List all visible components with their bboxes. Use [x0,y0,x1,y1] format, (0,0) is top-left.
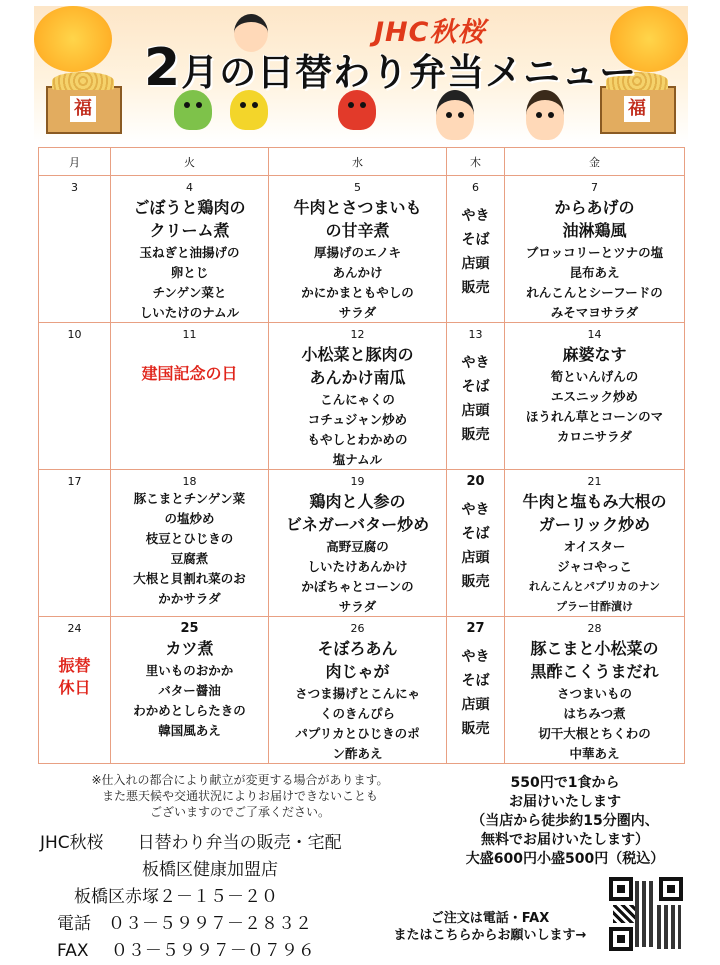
title-month: 2 [144,38,182,98]
side-dish: プラー甘酢漬け [556,600,633,613]
side-dish: こんにゃくの [320,392,395,407]
side-dish: 昆布あえ [569,265,620,280]
day-number: 3 [71,181,78,194]
side-dish: 筍といんげんの [550,369,639,384]
side-dish: 塩ナムル [332,452,383,467]
order-line: ご注文は電話・FAX [430,911,550,926]
note-line: また悪天候や交通状況によりお届けできないことも [101,789,378,803]
side-dish: パプリカとひじきのポ [295,726,420,741]
side-dish: 枝豆とひじきの [145,531,234,546]
side-dish: ほうれん草とコーンのマ [525,409,664,424]
side-dish: チンゲン菜と [152,285,227,300]
side-dish: あんかけ [332,265,383,280]
holiday-label: 振替 休日 [58,656,91,697]
side-dish: サラダ [338,305,377,320]
side-dish: 切干大根とちくわの [538,726,651,741]
title-text: 月の日替わり弁当メニュー [181,51,638,94]
yakisoba-note: やき そば 店頭 販売 [461,355,490,443]
day-cell-fri [505,470,685,617]
promo-line: お届けいたします [509,794,621,810]
weekday-header: 月 [39,148,111,176]
side-dish: はちみつ煮 [563,706,626,721]
day-number: 6 [472,181,479,194]
day-number: 18 [182,475,197,488]
shop-address: 板橋区赤塚２－１５－２０ [40,887,278,907]
yakisoba-note: やき そば 店頭 販売 [461,649,490,737]
side-dish: 中華あえ [569,746,620,761]
day-cell-thu [447,176,505,323]
yakisoba-note: やき そば 店頭 販売 [461,502,490,590]
day-cell-tue [111,176,269,323]
side-dish: 豚こまとチンゲン菜 [133,491,246,506]
sun-decoration [34,6,112,72]
box-label: 福 [624,96,650,122]
side-dish: 大根と貝割れ菜のお [133,571,246,586]
week-row [39,470,685,617]
day-number: 17 [67,475,82,488]
note-line: ※仕入れの都合により献立が変更する場合があります。 [91,773,389,787]
main-dish: 小松菜と豚肉の あんかけ南瓜 [301,345,414,387]
disclaimer-notes [40,772,440,820]
day-cell-fri [505,617,685,764]
side-dish: オイスター [563,539,626,554]
week-row [39,323,685,470]
promo-line: 大盛600円小盛500円（税込） [465,851,665,867]
day-cell-mon [39,323,111,470]
side-dish: エスニック炒め [550,389,638,404]
price-promo [430,774,700,869]
main-dish: 鶏肉と人参の ビネガーバター炒め [285,492,430,534]
day-cell-fri [505,323,685,470]
main-dish: ごぼうと鶏肉の クリーム煮 [133,198,246,240]
note-line: ございますのでご了承ください。 [149,805,330,819]
day-cell-fri [505,176,685,323]
main-dish: からあげの 油淋鶏風 [554,198,635,240]
day-cell-wed [269,470,447,617]
week-row [39,617,685,764]
weekday-header-row [39,148,685,176]
page-title [144,38,637,98]
day-number: 19 [350,475,365,488]
day-number: 28 [587,622,602,635]
shop-phone[interactable]: 電話 ０３－５９９７－２８３２ [40,914,312,934]
day-number: 26 [350,622,365,635]
bean-box-illustration [46,86,122,134]
main-dish: 牛肉とさつまいも の甘辛煮 [293,198,422,240]
side-dish: しいたけあんかけ [307,559,408,574]
promo-line: 無料でお届けいたします） [481,832,649,848]
day-cell-mon [39,176,111,323]
brand-name: JHC秋桜 [374,17,486,48]
main-dish: 麻婆なす [562,345,627,364]
side-dish: 韓国風あえ [158,723,221,738]
side-dish: 里いものおかか [145,663,234,678]
side-dish: れんこんとシーフードの [526,285,663,300]
side-dish: コチュジャン炒め [307,412,408,427]
side-dish: ブロッコリーとツナの塩 [525,245,664,260]
day-number: 7 [591,181,598,194]
box-label: 福 [70,96,96,122]
shop-info [40,830,342,965]
shop-fax: FAX ０３－５９９７－０７９６ [40,941,315,961]
side-dish: 豆腐煮 [170,551,209,566]
day-cell-thu [447,617,505,764]
side-dish: かかサラダ [158,591,221,606]
side-dish: カロニサラダ [557,429,632,444]
day-number: 21 [587,475,602,488]
main-dish: そぼろあん 肉じゃが [317,639,398,681]
weekday-header: 金 [505,148,685,176]
day-cell-thu [447,323,505,470]
day-number: 13 [468,328,483,341]
day-number: 14 [587,328,602,341]
day-number: 25 [180,621,199,636]
week-row [39,176,685,323]
header-banner [34,6,688,142]
day-cell-thu [447,470,505,617]
main-dish: 牛肉と塩もみ大根の ガーリック炒め [522,492,667,534]
side-dish: ン酢あえ [332,746,383,761]
side-dish: みそマヨサラダ [550,305,639,320]
side-dish: バター醤油 [158,683,221,698]
side-dish: の塩炒め [164,511,215,526]
side-dish: 厚揚げのエノキ [313,245,401,260]
main-dish: 豚こまと小松菜の 黒酢こくうまだれ [530,639,659,681]
weekday-header: 火 [111,148,269,176]
menu-calendar [38,147,685,764]
side-dish: くのきんぴら [319,706,395,721]
side-dish: れんこんとパプリカのナン [529,580,660,593]
main-dish: カツ煮 [165,639,214,658]
day-number: 10 [67,328,82,341]
side-dish: サラダ [338,599,377,614]
weekday-header: 水 [269,148,447,176]
side-dish: わかめとしらたきの [133,703,246,718]
day-number: 5 [354,181,361,194]
promo-line: 550円で1食から [510,775,620,791]
weekday-header: 木 [447,148,505,176]
day-cell-wed [269,617,447,764]
day-number: 20 [466,474,485,489]
side-dish: もやしとわかめの [307,432,408,447]
side-dish: さつまいもの [556,686,632,701]
day-cell-tue [111,470,269,617]
qr-code-icon[interactable] [609,877,683,951]
day-cell-wed [269,176,447,323]
side-dish: かぼちゃとコーンの [301,579,414,594]
side-dish: 高野豆腐の [326,539,389,554]
side-dish: しいたけのナムル [139,305,240,320]
promo-line: （当店から徒歩約15分圏内、 [471,813,659,829]
order-line: またはこちらからお願いします→ [393,928,587,943]
side-dish: 玉ねぎと油揚げの [139,245,240,260]
side-dish: かにかまともやしの [301,285,414,300]
day-number: 4 [186,181,193,194]
yakisoba-note: やき そば 店頭 販売 [461,208,490,296]
day-cell-tue [111,617,269,764]
side-dish: ジャコやっこ [557,559,632,574]
side-dish: さつま揚げとこんにゃ [295,686,420,701]
side-dish: 卵とじ [170,265,209,280]
order-instructions [380,910,600,944]
shop-name-line: JHC秋桜 日替わり弁当の販売・宅配 [40,833,342,853]
day-number: 27 [466,621,485,636]
day-cell-mon [39,470,111,617]
day-cell-mon [39,617,111,764]
day-number: 24 [67,622,82,635]
day-number: 12 [350,328,365,341]
day-cell-tue [111,323,269,470]
shop-certification: 板橋区健康加盟店 [40,860,278,880]
day-number: 11 [182,328,197,341]
day-cell-wed [269,323,447,470]
holiday-label: 建国記念の日 [141,364,238,383]
